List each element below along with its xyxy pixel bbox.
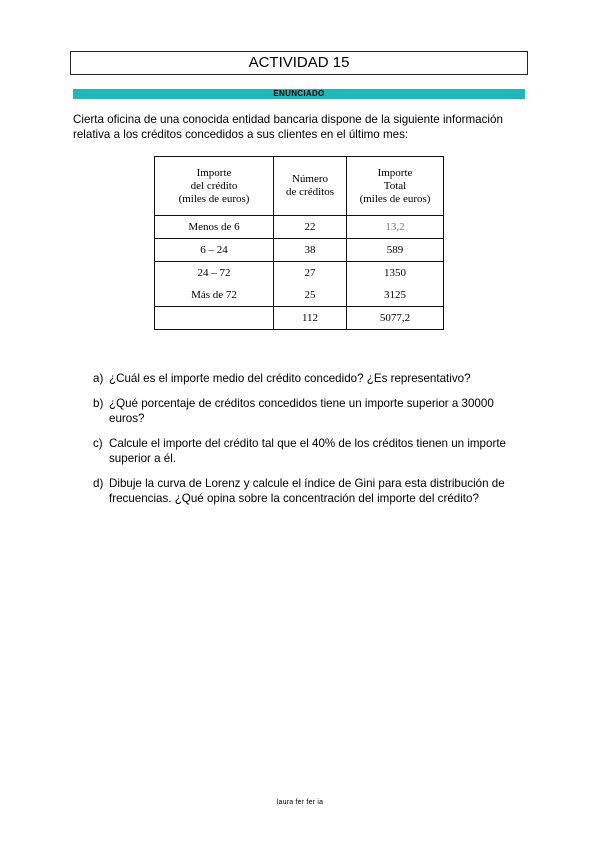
question-text: Calcule el importe del crédito tal que el 40% de los créditos tienen un importe superior a él. <box>109 437 506 465</box>
question-text: ¿Qué porcentaje de créditos concedidos tiene un importe superior a 30000 euros? <box>109 397 494 425</box>
cell-total: 13,2 <box>347 216 444 239</box>
cell-total-range <box>155 307 274 330</box>
cell-total-count: 112 <box>274 307 347 330</box>
footer-signature: laura fer fer ia <box>276 799 324 806</box>
credits-table-wrapper <box>154 156 444 330</box>
question-letter: b) <box>93 397 104 410</box>
section-label-enunciado: ENUNCIADO <box>73 89 525 99</box>
table-row <box>155 216 444 239</box>
question-letter: d) <box>93 477 104 490</box>
table-total-row <box>155 307 444 330</box>
cell-count: 27 <box>274 262 347 285</box>
cell-total: 3125 <box>347 284 444 307</box>
cell-total: 1350 <box>347 262 444 285</box>
intro-paragraph: Cierta oficina de una conocida entidad bancaria dispone de la siguiente información relativa a los créditos concedidos a sus clientes en el último mes: <box>73 113 503 141</box>
cell-range: Más de 72 <box>155 284 274 307</box>
header-importe-credito: Importe del crédito (miles de euros) <box>155 157 274 216</box>
question-letter: a) <box>93 372 104 385</box>
header-numero-creditos: Número de créditos <box>274 157 347 216</box>
question-item <box>93 436 525 466</box>
question-text: Dibuje la curva de Lorenz y calcule el índice de Gini para esta distribución de frecuencias. ¿Qué opina sobre la concentración del importe del crédito? <box>109 477 505 505</box>
header-importe-total: Importe Total (miles de euros) <box>347 157 444 216</box>
table-header-row <box>155 157 444 216</box>
table-row <box>155 239 444 262</box>
credits-table <box>154 156 444 330</box>
question-text: ¿Cuál es el importe medio del crédito concedido? ¿Es representativo? <box>109 372 471 385</box>
question-letter: c) <box>93 437 103 450</box>
cell-range: 24 – 72 <box>155 262 274 285</box>
cell-count: 25 <box>274 284 347 307</box>
cell-total: 589 <box>347 239 444 262</box>
table-row <box>155 262 444 285</box>
cell-count: 22 <box>274 216 347 239</box>
table-row <box>155 284 444 307</box>
question-item <box>93 396 525 426</box>
cell-count: 38 <box>274 239 347 262</box>
question-item <box>93 476 525 506</box>
activity-title: ACTIVIDAD 15 <box>70 51 528 75</box>
cell-total-amount: 5077,2 <box>347 307 444 330</box>
question-item <box>93 371 525 386</box>
cell-range: 6 – 24 <box>155 239 274 262</box>
cell-range: Menos de 6 <box>155 216 274 239</box>
questions-list <box>93 371 525 516</box>
